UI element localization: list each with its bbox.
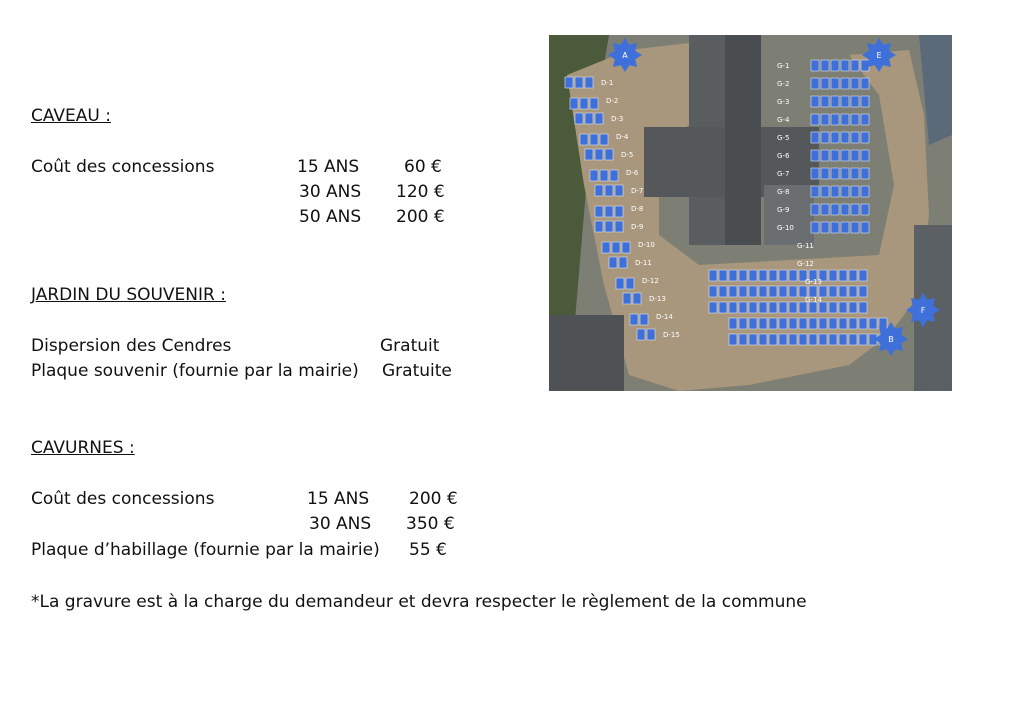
burial-plot [759,302,767,313]
burial-plot [769,270,777,281]
burial-plot [610,170,618,181]
row-label: D-1 [601,79,614,87]
burial-plot [779,286,787,297]
burial-plot [841,96,849,107]
row-label: D-12 [642,277,659,285]
burial-plot [739,286,747,297]
svg-text:E: E [876,51,882,60]
row-label: D-13 [649,295,666,303]
burial-plot [637,329,645,340]
burial-plot [821,114,829,125]
burial-plot [615,185,623,196]
burial-plot [622,242,630,253]
burial-plot [640,314,648,325]
burial-plot [839,318,847,329]
burial-plot [709,286,717,297]
caveau-label: Coût des concessions [31,157,215,177]
burial-plot [729,318,737,329]
burial-plot [616,278,624,289]
caveau-duration-50: 50 ANS [299,207,362,227]
burial-plot [619,257,627,268]
burial-plot [811,60,819,71]
burial-plot [831,186,839,197]
burial-plot [809,334,817,345]
burial-plot [749,270,757,281]
burial-plot [811,168,819,179]
burial-plot [859,270,867,281]
jardin-plaque-label: Plaque souvenir (fournie par la mairie) [31,361,359,381]
svg-text:A: A [622,51,628,60]
burial-plot [719,286,727,297]
jardin-dispersion-price: Gratuit [380,336,440,356]
row-label: D-8 [631,205,644,213]
burial-plot [811,150,819,161]
burial-plot [590,134,598,145]
burial-plot [799,318,807,329]
burial-plot [709,302,717,313]
burial-plot [859,334,867,345]
burial-plot [851,222,859,233]
burial-plot [759,334,767,345]
row-label: D-15 [663,331,680,339]
burial-plot [729,270,737,281]
burial-plot [861,78,869,89]
burial-plot [851,78,859,89]
row-label: G-4 [777,116,790,124]
burial-plot [849,318,857,329]
burial-plot [851,150,859,161]
burial-plot [719,270,727,281]
burial-plot [739,270,747,281]
burial-plot [861,96,869,107]
burial-plot [821,222,829,233]
burial-plot [869,318,877,329]
cavurnes-duration-15: 15 ANS [307,489,370,509]
row-label: D-3 [611,115,624,123]
row-label: G-13 [805,278,822,286]
burial-plot [729,334,737,345]
burial-plot [849,286,857,297]
burial-plot [590,170,598,181]
burial-plot [851,132,859,143]
burial-plot [811,222,819,233]
burial-plot [841,78,849,89]
burial-plot [839,270,847,281]
burial-plot [565,77,573,88]
burial-plot [779,270,787,281]
burial-plot [623,293,631,304]
burial-plot [595,185,603,196]
burial-plot [851,204,859,215]
cavurnes-plaque-label: Plaque d’habillage (fournie par la mairie) [31,540,380,560]
svg-text:F: F [920,306,926,315]
burial-plot [811,114,819,125]
caveau-duration-30: 30 ANS [299,182,362,202]
burial-plot [821,204,829,215]
burial-plot [739,334,747,345]
burial-plot [615,206,623,217]
burial-plot [859,318,867,329]
row-label: G-14 [805,296,822,304]
jardin-dispersion-label: Dispersion des Cendres [31,336,232,356]
row-label: D-2 [606,97,619,105]
burial-plot [839,302,847,313]
row-label: D-14 [656,313,673,321]
burial-plot [841,60,849,71]
burial-plot [600,170,608,181]
burial-plot [585,113,593,124]
burial-plot [861,186,869,197]
burial-plot [647,329,655,340]
burial-plot [575,77,583,88]
burial-plot [609,257,617,268]
burial-plot [811,96,819,107]
burial-plot [580,98,588,109]
burial-plot [709,270,717,281]
burial-plot [789,270,797,281]
row-label: G-10 [777,224,794,232]
burial-plot [861,150,869,161]
burial-plot [729,302,737,313]
burial-plot [595,149,603,160]
burial-plot [861,114,869,125]
burial-plot [831,168,839,179]
caveau-price-30: 120 € [396,182,445,202]
row-label: D-11 [635,259,652,267]
burial-plot [861,222,869,233]
burial-plot [831,78,839,89]
burial-plot [849,270,857,281]
burial-plot [841,114,849,125]
burial-plot [605,206,613,217]
jardin-plaque-price: Gratuite [382,361,452,381]
burial-plot [829,270,837,281]
burial-plot [779,302,787,313]
row-label: G-12 [797,260,814,268]
burial-plot [605,185,613,196]
burial-plot [575,113,583,124]
burial-plot [615,221,623,232]
row-label: D-6 [626,169,639,177]
burial-plot [759,270,767,281]
burial-plot [605,221,613,232]
row-label: D-9 [631,223,644,231]
burial-plot [779,318,787,329]
row-label: G-9 [777,206,790,214]
burial-plot [759,286,767,297]
burial-plot [829,286,837,297]
cemetery-plan-image [549,35,952,391]
burial-plot [841,186,849,197]
burial-plot [819,334,827,345]
burial-plot [789,302,797,313]
row-label: G-1 [777,62,790,70]
burial-plot [831,96,839,107]
caveau-heading: CAVEAU : [31,106,111,126]
burial-plot [821,60,829,71]
burial-plot [811,186,819,197]
burial-plot [841,150,849,161]
burial-plot [570,98,578,109]
cavurnes-price-15: 200 € [409,489,458,509]
sector-marker [906,293,940,327]
row-label: G-5 [777,134,790,142]
burial-plot [831,114,839,125]
burial-plot [789,286,797,297]
burial-plot [789,334,797,345]
caveau-duration-15: 15 ANS [297,157,360,177]
burial-plot [829,334,837,345]
burial-plot [811,78,819,89]
burial-plot [600,134,608,145]
burial-plot [799,334,807,345]
burial-plot [769,318,777,329]
row-label: G-11 [797,242,814,250]
burial-plot [580,134,588,145]
burial-plot [831,222,839,233]
burial-plot [849,302,857,313]
cavurnes-label: Coût des concessions [31,489,215,509]
burial-plot [851,186,859,197]
burial-plot [809,318,817,329]
caveau-price-15: 60 € [404,157,442,177]
burial-plot [861,204,869,215]
row-label: G-3 [777,98,790,106]
burial-plot [612,242,620,253]
burial-plot [819,318,827,329]
caveau-price-50: 200 € [396,207,445,227]
burial-plot [749,318,757,329]
burial-plot [595,221,603,232]
burial-plot [851,168,859,179]
row-label: G-7 [777,170,790,178]
burial-plot [849,334,857,345]
burial-plot [831,60,839,71]
burial-plot [789,318,797,329]
burial-plot [851,96,859,107]
burial-plot [749,334,757,345]
jardin-heading: JARDIN DU SOUVENIR : [31,285,226,305]
burial-plot [585,77,593,88]
cavurnes-heading: CAVURNES : [31,438,135,458]
burial-plot [749,302,757,313]
row-label: D-4 [616,133,629,141]
burial-plot [769,302,777,313]
burial-plot [831,204,839,215]
burial-plot [626,278,634,289]
burial-plot [821,96,829,107]
burial-plot [759,318,767,329]
burial-plot [829,318,837,329]
burial-plot [769,334,777,345]
burial-plot [821,132,829,143]
burial-plot [749,286,757,297]
burial-plot [859,286,867,297]
row-label: G-8 [777,188,790,196]
burial-plot [839,286,847,297]
row-label: D-5 [621,151,634,159]
burial-plot [739,318,747,329]
burial-plot [605,149,613,160]
burial-plot [841,222,849,233]
burial-plot [861,132,869,143]
sector-marker [862,38,896,72]
burial-plot [851,60,859,71]
burial-plot [841,168,849,179]
burial-plot [829,302,837,313]
burial-plot [633,293,641,304]
burial-plot [729,286,737,297]
burial-plot [590,98,598,109]
burial-plot [811,132,819,143]
burial-plot [841,204,849,215]
burial-plot [861,168,869,179]
burial-plot [811,204,819,215]
burial-plot [739,302,747,313]
burial-plot [595,206,603,217]
sector-marker [608,38,642,72]
row-label: D-7 [631,187,644,195]
burial-plot [839,334,847,345]
row-label: G-6 [777,152,790,160]
burial-plot [851,114,859,125]
burial-plot [821,168,829,179]
burial-plot [602,242,610,253]
burial-plot [831,150,839,161]
cavurnes-plaque-price: 55 € [409,540,447,560]
burial-plot [821,186,829,197]
burial-plot [769,286,777,297]
burial-plot [831,132,839,143]
svg-text:B: B [888,335,894,344]
burial-plot [595,113,603,124]
cavurnes-duration-30: 30 ANS [309,514,372,534]
sector-marker [874,322,908,356]
footnote: *La gravure est à la charge du demandeur et devra respecter le règlement de la commune [31,592,807,612]
burial-plot [859,302,867,313]
burial-plot [821,150,829,161]
cavurnes-price-30: 350 € [406,514,455,534]
burial-plot [779,334,787,345]
burial-plot [841,132,849,143]
row-label: G-2 [777,80,790,88]
burial-plot [719,302,727,313]
row-label: D-10 [638,241,655,249]
burial-plot [821,78,829,89]
burial-plot [630,314,638,325]
burial-plot [585,149,593,160]
